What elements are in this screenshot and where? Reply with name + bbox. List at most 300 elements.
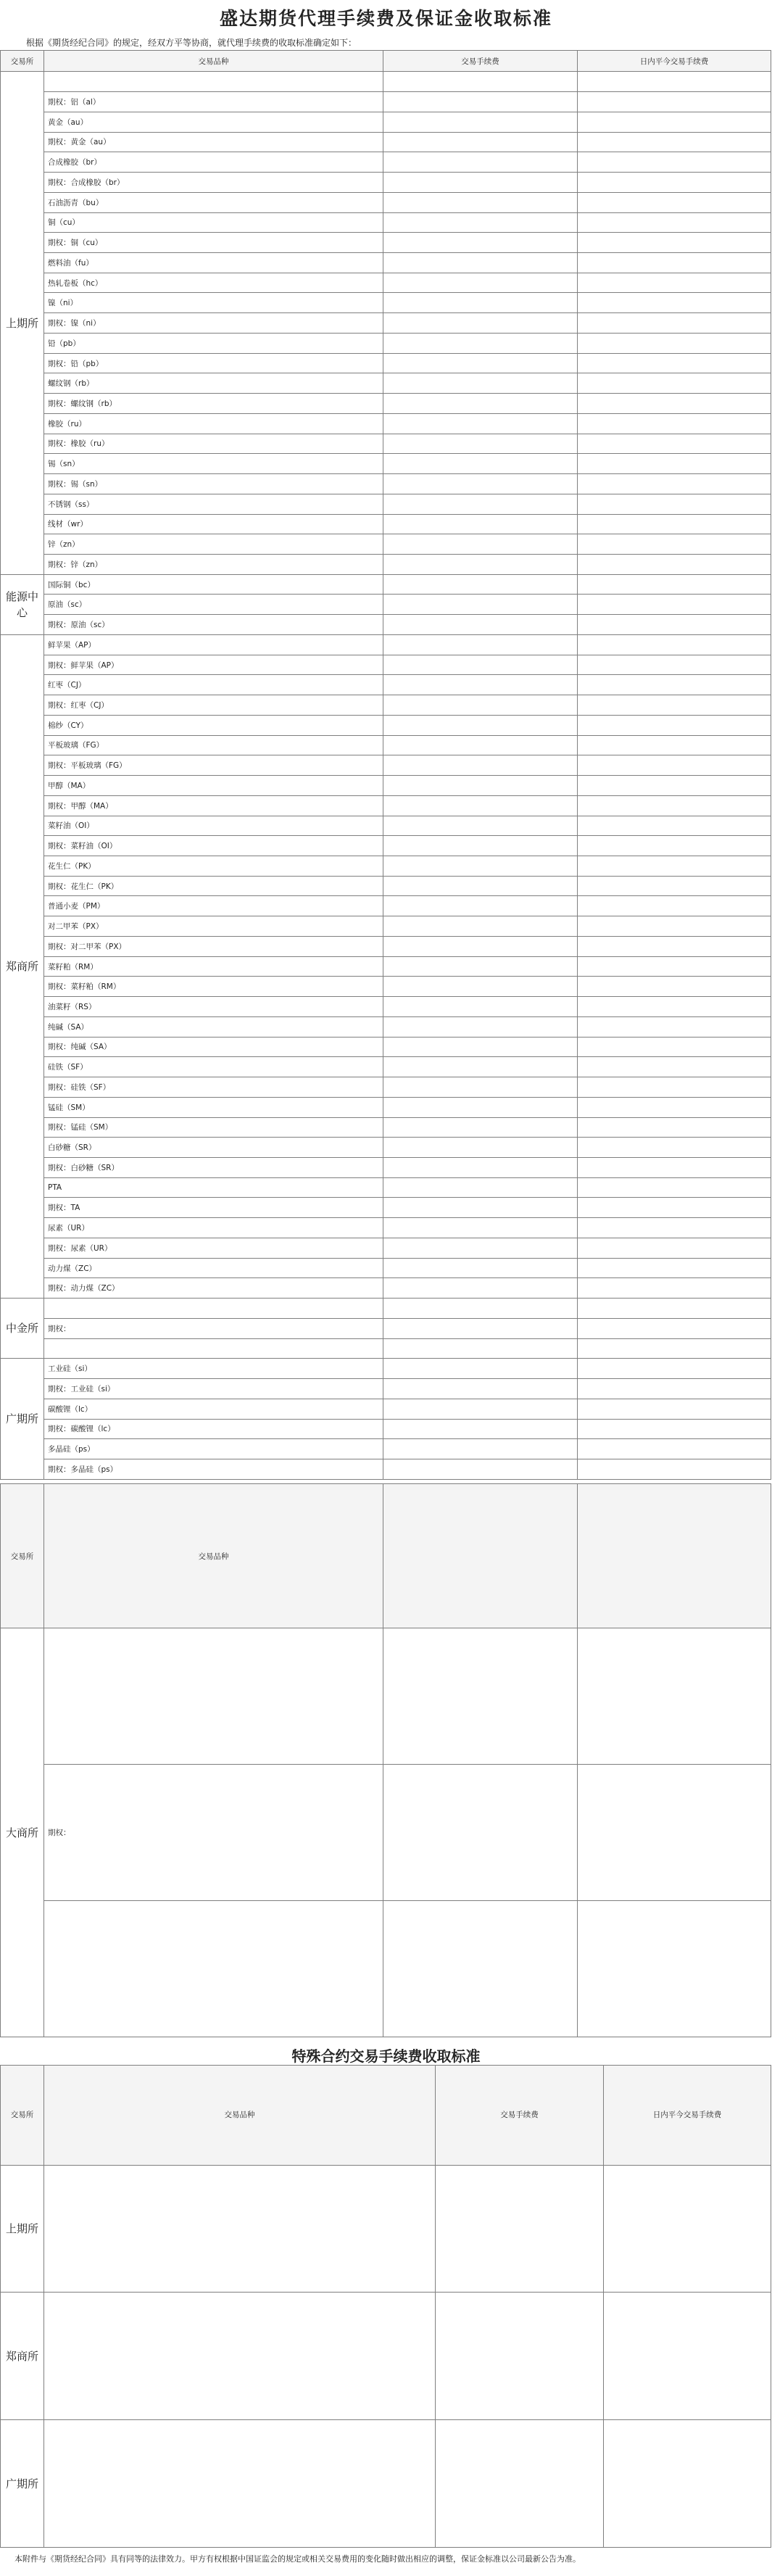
- table-row: [1, 1628, 771, 1765]
- product-cell: 期权：原油（sc）: [44, 615, 383, 635]
- table-row: [1, 1117, 771, 1138]
- intraday-fee-cell: [578, 413, 771, 434]
- intraday-fee-cell: [578, 1138, 771, 1158]
- intraday-fee-cell: [578, 353, 771, 373]
- table-row: [1, 1016, 771, 1037]
- intraday-fee-cell: [578, 1901, 771, 2037]
- exchange-cell: 郑商所: [1, 2293, 44, 2420]
- product-cell: 锡（sn）: [44, 454, 383, 474]
- intraday-fee-cell: [578, 956, 771, 977]
- intraday-fee-cell: [578, 1238, 771, 1258]
- product-cell: 红枣（CJ）: [44, 675, 383, 695]
- fee-cell: [383, 615, 578, 635]
- fee-cell: [383, 293, 578, 313]
- product-cell: 期权：对二甲苯（PX）: [44, 936, 383, 956]
- fee-cell: [383, 634, 578, 655]
- intraday-fee-cell: [578, 675, 771, 695]
- table-row: [1, 554, 771, 574]
- intraday-fee-cell: [578, 1359, 771, 1379]
- product-cell: 期权：碳酸锂（lc）: [44, 1419, 383, 1439]
- fee-cell: [383, 936, 578, 956]
- intraday-fee-cell: [578, 313, 771, 334]
- table-row: [1, 413, 771, 434]
- product-cell: 期权：硅铁（SF）: [44, 1077, 383, 1098]
- fee-cell: [383, 1177, 578, 1198]
- special-contracts-table: [0, 2065, 771, 2548]
- product-cell: 碳酸锂（lc）: [44, 1399, 383, 1419]
- fee-cell: [436, 2420, 604, 2548]
- table-row: [1, 212, 771, 233]
- table-row: [1, 675, 771, 695]
- table-row: [1, 72, 771, 92]
- product-cell: 期权：: [44, 1318, 383, 1338]
- intraday-fee-cell: [578, 534, 771, 555]
- intraday-fee-cell: [578, 615, 771, 635]
- fee-cell: [383, 1299, 578, 1319]
- table-row: [1, 615, 771, 635]
- table-row: [1, 856, 771, 877]
- table-header-row: [1, 1484, 771, 1628]
- intraday-fee-cell: [604, 2165, 771, 2293]
- table-row: [1, 1278, 771, 1299]
- table-row: [1, 977, 771, 997]
- product-cell: [44, 1299, 383, 1319]
- fee-cell: [383, 876, 578, 896]
- header-cell: 交易手续费: [383, 51, 578, 72]
- table-row: [1, 474, 771, 494]
- table-row: [1, 494, 771, 514]
- product-cell: 期权：多晶硅（ps）: [44, 1459, 383, 1480]
- intraday-fee-cell: [578, 574, 771, 595]
- product-cell: 铜（cu）: [44, 212, 383, 233]
- product-cell: PTA: [44, 1177, 383, 1198]
- intraday-fee-cell: [578, 816, 771, 836]
- product-cell: 热轧卷板（hc）: [44, 273, 383, 293]
- table-row: [1, 1338, 771, 1359]
- table-row: [1, 333, 771, 353]
- table-row: [1, 916, 771, 937]
- product-cell: 期权：花生仁（PK）: [44, 876, 383, 896]
- table-row: [1, 1765, 771, 1901]
- special-contracts-title: 特殊合约交易手续费收取标准: [291, 2047, 481, 2065]
- header-cell: 日内平今交易手续费: [578, 51, 771, 72]
- intraday-fee-cell: [578, 916, 771, 937]
- intraday-fee-cell: [578, 554, 771, 574]
- intraday-fee-cell: [578, 192, 771, 212]
- product-cell: 黄金（au）: [44, 112, 383, 132]
- intraday-fee-cell: [578, 1299, 771, 1319]
- fee-cell: [383, 534, 578, 555]
- table-row: [1, 595, 771, 615]
- product-cell: 期权：尿素（UR）: [44, 1238, 383, 1258]
- table-row: [1, 373, 771, 394]
- fee-cell: [383, 1258, 578, 1278]
- product-cell: 期权：甲醇（MA）: [44, 795, 383, 816]
- table-row: [1, 1218, 771, 1238]
- table-row: [1, 695, 771, 716]
- fee-cell: [383, 916, 578, 937]
- table-row: [1, 152, 771, 173]
- product-cell: 多晶硅（ps）: [44, 1439, 383, 1459]
- footnote: 本附件与《期货经纪合同》具有同等的法律效力。甲方有权根据中国证监会的规定或相关交易费用的变化随时做出相应的调整，保证金标准以公司最新公告为准。: [14, 2554, 581, 2564]
- table-row: [1, 755, 771, 776]
- intraday-fee-cell: [578, 936, 771, 956]
- table-row: [1, 394, 771, 414]
- product-cell: 平板玻璃（FG）: [44, 735, 383, 755]
- fee-cell: [383, 1016, 578, 1037]
- fee-cell: [383, 454, 578, 474]
- fee-cell: [383, 896, 578, 916]
- fee-cell: [383, 977, 578, 997]
- product-cell: 期权：TA: [44, 1198, 383, 1218]
- table-row: [1, 1459, 771, 1480]
- product-cell: 工业硅（si）: [44, 1359, 383, 1379]
- intraday-fee-cell: [578, 373, 771, 394]
- product-cell: 不锈钢（ss）: [44, 494, 383, 514]
- intraday-fee-cell: [578, 1628, 771, 1765]
- table-row: [1, 956, 771, 977]
- fee-cell: [436, 2293, 604, 2420]
- header-cell: 日内平今交易手续费: [604, 2066, 771, 2166]
- intraday-fee-cell: [578, 755, 771, 776]
- intraday-fee-cell: [578, 1077, 771, 1098]
- intraday-fee-cell: [578, 1338, 771, 1359]
- table-row: [1, 836, 771, 856]
- fee-cell: [383, 92, 578, 112]
- fee-cell: [383, 574, 578, 595]
- product-cell: 期权：镍（ni）: [44, 313, 383, 334]
- table-row: [1, 293, 771, 313]
- product-cell: 对二甲苯（PX）: [44, 916, 383, 937]
- fee-cell: [383, 152, 578, 173]
- product-cell: 硅铁（SF）: [44, 1057, 383, 1077]
- fee-cell: [383, 273, 578, 293]
- table-row: [1, 1359, 771, 1379]
- intraday-fee-cell: [578, 595, 771, 615]
- fee-cell: [383, 1158, 578, 1178]
- product-cell: 橡胶（ru）: [44, 413, 383, 434]
- dalian-fee-table: [0, 1483, 771, 2037]
- fee-cell: [383, 494, 578, 514]
- product-cell: 原油（sc）: [44, 595, 383, 615]
- fee-cell: [383, 1037, 578, 1057]
- table-row: [1, 514, 771, 534]
- product-cell: 期权：菜籽油（OI）: [44, 836, 383, 856]
- fee-cell: [383, 675, 578, 695]
- fee-cell: [383, 132, 578, 152]
- fee-cell: [383, 1318, 578, 1338]
- intraday-fee-cell: [578, 454, 771, 474]
- table-header-row: [1, 51, 771, 72]
- table-row: [1, 2420, 771, 2548]
- fee-cell: [383, 72, 578, 92]
- table-row: [1, 655, 771, 675]
- product-cell: 期权：锌（zn）: [44, 554, 383, 574]
- intraday-fee-cell: [578, 1399, 771, 1419]
- product-cell: 纯碱（SA）: [44, 1016, 383, 1037]
- intraday-fee-cell: [578, 1459, 771, 1480]
- product-cell: 菜籽粕（RM）: [44, 956, 383, 977]
- product-cell: 期权：螺纹钢（rb）: [44, 394, 383, 414]
- fee-cell: [383, 956, 578, 977]
- table-row: [1, 1158, 771, 1178]
- intraday-fee-cell: [578, 1258, 771, 1278]
- product-cell: 合成橡胶（br）: [44, 152, 383, 173]
- fee-cell: [383, 554, 578, 574]
- product-cell: 期权：合成橡胶（br）: [44, 173, 383, 193]
- product-cell: [44, 1628, 383, 1765]
- fee-cell: [383, 695, 578, 716]
- fee-cell: [383, 735, 578, 755]
- fee-cell: [383, 1399, 578, 1419]
- intraday-fee-cell: [578, 252, 771, 273]
- intraday-fee-cell: [578, 735, 771, 755]
- table-row: [1, 735, 771, 755]
- product-cell: 期权：工业硅（si）: [44, 1379, 383, 1399]
- table-row: [1, 1097, 771, 1117]
- intraday-fee-cell: [578, 494, 771, 514]
- intraday-fee-cell: [578, 1177, 771, 1198]
- table-row: [1, 1037, 771, 1057]
- table-row: [1, 233, 771, 253]
- header-cell: 交易所: [1, 1484, 44, 1628]
- exchange-cell: 上期所: [1, 72, 44, 574]
- intraday-fee-cell: [578, 72, 771, 92]
- product-cell: 期权：动力煤（ZC）: [44, 1278, 383, 1299]
- intraday-fee-cell: [578, 1318, 771, 1338]
- table-row: [1, 112, 771, 132]
- table-row: [1, 1057, 771, 1077]
- product-cell: 国际铜（bc）: [44, 574, 383, 595]
- intraday-fee-cell: [578, 132, 771, 152]
- table-row: [1, 1177, 771, 1198]
- fee-cell: [383, 1097, 578, 1117]
- table-row: [1, 534, 771, 555]
- table-row: [1, 1238, 771, 1258]
- intraday-fee-cell: [578, 1097, 771, 1117]
- product-cell: 花生仁（PK）: [44, 856, 383, 877]
- table-row: [1, 1399, 771, 1419]
- intraday-fee-cell: [578, 715, 771, 735]
- product-cell: 油菜籽（RS）: [44, 997, 383, 1017]
- header-cell: 交易品种: [44, 51, 383, 72]
- intraday-fee-cell: [604, 2420, 771, 2548]
- table-row: [1, 1419, 771, 1439]
- intraday-fee-cell: [578, 92, 771, 112]
- fee-cell: [383, 192, 578, 212]
- intraday-fee-cell: [578, 876, 771, 896]
- exchange-cell: 上期所: [1, 2165, 44, 2293]
- intraday-fee-cell: [578, 1218, 771, 1238]
- intraday-fee-cell: [578, 856, 771, 877]
- table-row: [1, 132, 771, 152]
- intraday-fee-cell: [578, 776, 771, 796]
- intraday-fee-cell: [578, 1037, 771, 1057]
- exchange-cell: 中金所: [1, 1299, 44, 1359]
- intraday-fee-cell: [578, 655, 771, 675]
- product-cell: 期权：铅（pb）: [44, 353, 383, 373]
- fee-cell: [383, 1138, 578, 1158]
- product-cell: 期权：: [44, 1765, 383, 1901]
- intraday-fee-cell: [578, 896, 771, 916]
- product-cell: 鲜苹果（AP）: [44, 634, 383, 655]
- product-cell: 动力煤（ZC）: [44, 1258, 383, 1278]
- table-row: [1, 1198, 771, 1218]
- fee-cell: [383, 1278, 578, 1299]
- page-title: 盛达期货代理手续费及保证金收取标准: [219, 8, 552, 29]
- fee-cell: [383, 1198, 578, 1218]
- product-cell: 期权：菜籽粕（RM）: [44, 977, 383, 997]
- intraday-fee-cell: [578, 434, 771, 454]
- exchange-cell: 大商所: [1, 1628, 44, 2037]
- product-cell: 期权：锡（sn）: [44, 474, 383, 494]
- intraday-fee-cell: [578, 1057, 771, 1077]
- table-row: [1, 1299, 771, 1319]
- intraday-fee-cell: [578, 1158, 771, 1178]
- table-row: [1, 876, 771, 896]
- table-row: [1, 273, 771, 293]
- fee-cell: [383, 373, 578, 394]
- futures-fee-table: [0, 50, 771, 1480]
- fee-cell: [383, 1439, 578, 1459]
- product-cell: 棉纱（CY）: [44, 715, 383, 735]
- header-cell: 交易品种: [44, 1484, 383, 1628]
- fee-cell: [383, 474, 578, 494]
- fee-cell: [383, 715, 578, 735]
- table-row: [1, 192, 771, 212]
- fee-cell: [383, 655, 578, 675]
- fee-cell: [383, 394, 578, 414]
- table-row: [1, 434, 771, 454]
- table-row: [1, 896, 771, 916]
- intraday-fee-cell: [578, 1016, 771, 1037]
- product-cell: [44, 2165, 436, 2293]
- intraday-fee-cell: [578, 474, 771, 494]
- table-row: [1, 1379, 771, 1399]
- product-cell: 期权：锰硅（SM）: [44, 1117, 383, 1138]
- table-row: [1, 1318, 771, 1338]
- fee-cell: [383, 997, 578, 1017]
- fee-cell: [383, 1628, 578, 1765]
- product-cell: 期权：纯碱（SA）: [44, 1037, 383, 1057]
- intraday-fee-cell: [578, 173, 771, 193]
- intraday-fee-cell: [578, 273, 771, 293]
- intraday-fee-cell: [578, 634, 771, 655]
- intraday-fee-cell: [578, 514, 771, 534]
- product-cell: 期权：平板玻璃（FG）: [44, 755, 383, 776]
- fee-cell: [383, 413, 578, 434]
- intraday-fee-cell: [604, 2293, 771, 2420]
- fee-cell: [383, 595, 578, 615]
- fee-cell: [383, 856, 578, 877]
- intraday-fee-cell: [578, 112, 771, 132]
- table-row: [1, 997, 771, 1017]
- fee-cell: [383, 1419, 578, 1439]
- product-cell: 期权：铝（al）: [44, 92, 383, 112]
- product-cell: 甲醇（MA）: [44, 776, 383, 796]
- fee-cell: [383, 434, 578, 454]
- header-cell: 交易品种: [44, 2066, 436, 2166]
- product-cell: 镍（ni）: [44, 293, 383, 313]
- table-row: [1, 2165, 771, 2293]
- fee-cell: [436, 2165, 604, 2293]
- table-row: [1, 92, 771, 112]
- header-cell: 交易手续费: [436, 2066, 604, 2166]
- fee-cell: [383, 1765, 578, 1901]
- exchange-cell: 郑商所: [1, 634, 44, 1298]
- table-row: [1, 634, 771, 655]
- intraday-fee-cell: [578, 1198, 771, 1218]
- table-row: [1, 173, 771, 193]
- product-cell: [44, 1901, 383, 2037]
- fee-cell: [383, 233, 578, 253]
- table-row: [1, 776, 771, 796]
- header-cell: 交易所: [1, 2066, 44, 2166]
- fee-cell: [383, 1218, 578, 1238]
- intraday-fee-cell: [578, 1439, 771, 1459]
- fee-cell: [383, 514, 578, 534]
- product-cell: 锌（zn）: [44, 534, 383, 555]
- table-row: [1, 574, 771, 595]
- product-cell: 期权：红枣（CJ）: [44, 695, 383, 716]
- table-row: [1, 454, 771, 474]
- product-cell: 石油沥青（bu）: [44, 192, 383, 212]
- table-row: [1, 1258, 771, 1278]
- fee-cell: [383, 353, 578, 373]
- exchange-cell: 能源中心: [1, 574, 44, 634]
- intraday-fee-cell: [578, 233, 771, 253]
- product-cell: 期权：白砂糖（SR）: [44, 1158, 383, 1178]
- fee-cell: [383, 313, 578, 334]
- intro-text: 根据《期货经纪合同》的规定，经双方平等协商，就代理手续费的收取标准确定如下：: [26, 38, 357, 48]
- table-header-row: [1, 2066, 771, 2166]
- product-cell: 白砂糖（SR）: [44, 1138, 383, 1158]
- intraday-fee-cell: [578, 695, 771, 716]
- product-cell: 期权：橡胶（ru）: [44, 434, 383, 454]
- intraday-fee-cell: [578, 212, 771, 233]
- table-row: [1, 1138, 771, 1158]
- table-row: [1, 816, 771, 836]
- exchange-cell: 广期所: [1, 2420, 44, 2548]
- intraday-fee-cell: [578, 1117, 771, 1138]
- fee-cell: [383, 173, 578, 193]
- intraday-fee-cell: [578, 152, 771, 173]
- header-cell: [383, 1484, 578, 1628]
- intraday-fee-cell: [578, 394, 771, 414]
- fee-cell: [383, 836, 578, 856]
- table-row: [1, 795, 771, 816]
- product-cell: [44, 2420, 436, 2548]
- fee-cell: [383, 1359, 578, 1379]
- intraday-fee-cell: [578, 795, 771, 816]
- product-cell: 线材（wr）: [44, 514, 383, 534]
- intraday-fee-cell: [578, 977, 771, 997]
- product-cell: 铅（pb）: [44, 333, 383, 353]
- table-row: [1, 936, 771, 956]
- table-row: [1, 1901, 771, 2037]
- table-row: [1, 313, 771, 334]
- product-cell: [44, 72, 383, 92]
- product-cell: 菜籽油（OI）: [44, 816, 383, 836]
- header-cell: [578, 1484, 771, 1628]
- intraday-fee-cell: [578, 293, 771, 313]
- fee-cell: [383, 1238, 578, 1258]
- product-cell: 燃料油（fu）: [44, 252, 383, 273]
- fee-cell: [383, 755, 578, 776]
- table-row: [1, 1077, 771, 1098]
- exchange-cell: 广期所: [1, 1359, 44, 1480]
- fee-cell: [383, 1117, 578, 1138]
